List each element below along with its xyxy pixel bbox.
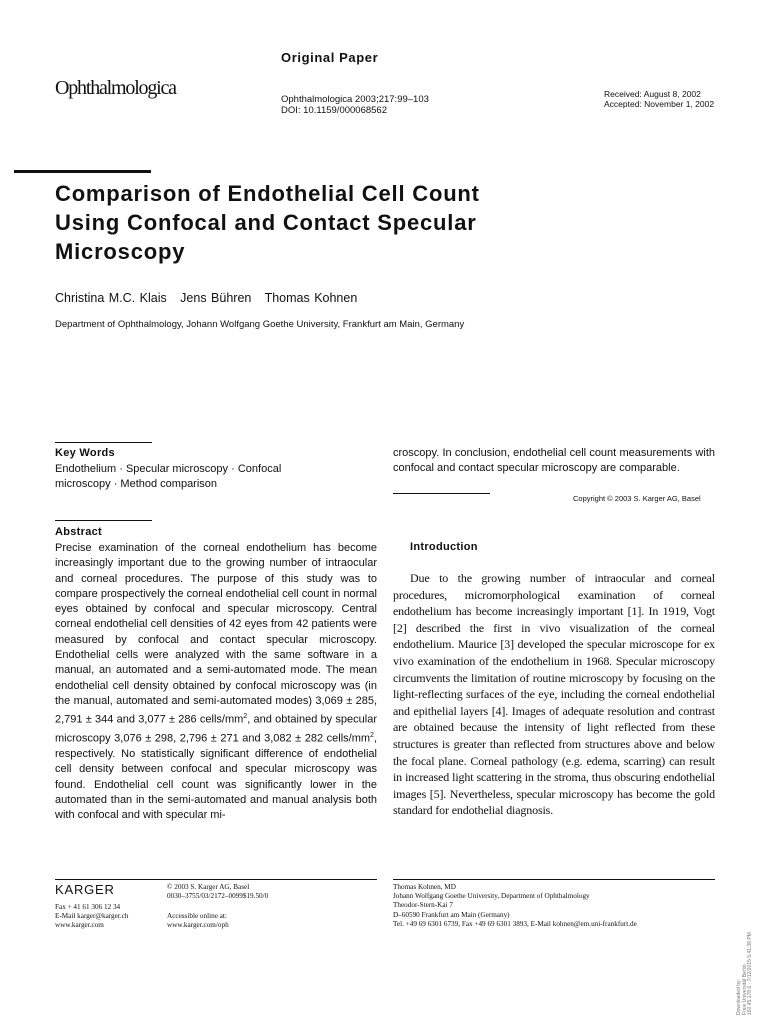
keywords-rule: [55, 442, 152, 443]
keyword-separator: ·: [113, 478, 118, 491]
abstract-text: Precise examination of the corneal endothelium has become increasingly important due to the growing number of intraocular and corneal procedures. The purpose of this study was to compare prospectively the corneal endothelial cell count in normal eyes obtained by confocal and specular microscopy. Central corneal endothelial cell densities of 42 eyes from 42 patients were measured by confocal and contact specular microscopy. Endothelial cells were analyzed with the same software in a manual, an automated and a semi-automated mode. The mean endothelial cell density obtained by confocal microscopy was (in the manual, automated and semi-automated modes) 3,069 ± 285, 2,791 ± 344 and 3,077 ± 286 cells/$mm^2$, and obtained by specular microscopy 3,076 ± 298, 2,796 ± 271 and 3,082 ± 282 cells/$mm^2$, respectively. No statistically significant difference of endothelial cell density between confocal and specular microscopy was found. Endothelial cell count was significantly lower in the automated than in the semi-automated and manual analysis both with confocal and with specular mi-: [55, 542, 377, 822]
journal-logo: Ophthalmologica: [55, 77, 176, 99]
title-rule: [14, 170, 151, 173]
keywords-list: [55, 462, 325, 493]
correspondence-address: Thomas Kohnen, MD Johann Wolfgang Goethe University, Department of Ophthalmology Theodor-Stern-Kai 7 D–60590 Frankfurt am Main (Germany) Tel. +49 69 6301 6739, Fax +49 69 6301 3893, E-Mail kohnen@em.uni-frankfurt.de: [393, 883, 637, 928]
author: Thomas Kohnen: [264, 291, 358, 305]
title-line-2: Using Confocal and Contact Specular: [55, 210, 477, 235]
affiliation: Department of Ophthalmology, Johann Wolfgang Goethe University, Frankfurt am Main, Germany: [55, 319, 465, 330]
keyword: Method comparison: [120, 478, 218, 491]
introduction-heading: Introduction: [410, 541, 478, 553]
citation: Ophthalmologica 2003;217:99–103: [281, 94, 429, 105]
publisher-logo: KARGER: [55, 882, 115, 897]
author-list: [55, 291, 357, 305]
author: Christina M.C. Klais: [55, 291, 167, 305]
dates-block: [604, 89, 714, 109]
footer-rule-left: [55, 879, 377, 880]
abstract-rule: [55, 520, 152, 521]
received-date: Received: August 8, 2002: [604, 89, 701, 99]
footer-rule-right: [393, 879, 715, 880]
keyword-separator: ·: [231, 463, 235, 475]
keyword: Endothelium: [55, 463, 117, 475]
online-access: Accessible online at: www.karger.com/oph: [167, 912, 229, 930]
title-line-1: Comparison of Endothelial Cell Count: [55, 181, 480, 206]
abstract-continuation: croscopy. In conclusion, endothelial cell count measurements with confocal and contact specular microscopy are comparable.: [393, 447, 715, 475]
download-note: Downloaded by: Freie Universität Berlin 160.45.178.6 - 7/12/2015 5:41:38 PM: [736, 932, 753, 1015]
keyword: Confocal microscopy: [55, 463, 282, 491]
abstract-end-rule: [393, 493, 490, 494]
keyword-separator: ·: [119, 463, 123, 475]
title-line-3: Microscopy: [55, 239, 186, 264]
doi: DOI: 10.1159/000068562: [281, 105, 387, 116]
citation-block: [281, 94, 429, 116]
publisher-contact: Fax + 41 61 306 12 34 E-Mail karger@karger.ch www.karger.com: [55, 903, 129, 930]
accepted-date: Accepted: November 1, 2002: [604, 99, 715, 109]
introduction-text: Due to the growing number of intraocular and corneal procedures, micromorphological examination of corneal endothelium has become increasingly important [1]. In 1919, Vogt [2] described the first in vivo visualization of the corneal endothelium. Maurice [3] developed the specular microscope for ex vivo examination of the endothelium in 1968. Specular microscopy circumvents the limitation of routine microscopy by focusing on the light-reflecting surfaces of the eye, including the corneal endothelial and epithelial layers [4]. Images of adequate resolution and contrast are obtained because the intensity of light reflected from these structures is greater than reflected from structures above and below the focal plane. Corneal pathology (e.g. edema, scarring) can result in increased light scattering in the stroma, thus obscuring endothelial images [5]. Nevertheless, specular microscopy has become the gold standard for endothelial diagnosis.: [393, 571, 715, 818]
publisher-copyright: © 2003 S. Karger AG, Basel 0030–3755/03/2172–0099$19.50/0: [167, 883, 269, 901]
abstract-copyright: Copyright © 2003 S. Karger AG, Basel: [573, 494, 701, 503]
keywords-heading: Key Words: [55, 447, 115, 459]
keyword: Specular microscopy: [125, 463, 229, 475]
section-label: Original Paper: [281, 50, 379, 65]
abstract-heading: Abstract: [55, 526, 103, 538]
article-title: [55, 179, 615, 266]
author: Jens Bühren: [180, 291, 252, 305]
